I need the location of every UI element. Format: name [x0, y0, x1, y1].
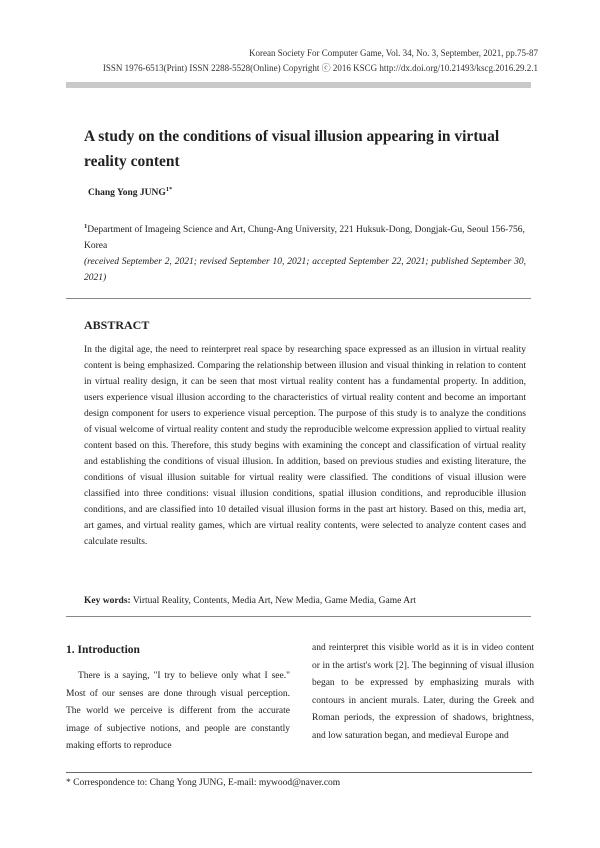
author-line [88, 186, 172, 198]
affiliation-text: Department of Imageing Science and Art, Chung-Ang University, 221 Huksuk-Dong, Dongjak-Gu, Seoul 156-756, Korea [84, 225, 525, 252]
author-name: Chang Yong JUNG [88, 188, 166, 199]
section-heading-introduction: 1. Introduction [66, 644, 140, 656]
divider-top [66, 298, 531, 299]
submission-dates: (received September 2, 2021; revised September 10, 2021; accepted September 22, 2021; published September 30, 2021) [84, 257, 526, 284]
header-bar [66, 82, 531, 88]
issn-line: ISSN 1976-6513(Print) ISSN 2288-5528(Online) Copyright ⓒ 2016 KSCG http://dx.doi.org/10.21493/kscg.2016.29.2.1 [102, 63, 538, 73]
running-header [103, 46, 538, 76]
keywords-line [84, 596, 526, 606]
correspondence-footnote: * Correspondence to: Chang Yong JUNG, E-mail: mywood@naver.com [66, 778, 341, 788]
author-marks: 1* [165, 186, 173, 193]
keywords-values: Virtual Reality, Contents, Media Art, New Media, Game Media, Game Art [132, 596, 416, 606]
affiliation-mark: 1 [84, 223, 88, 230]
footnote-divider [66, 772, 532, 773]
journal-line: Korean Society For Computer Game, Vol. 34, No. 3, September, 2021, pp.75-87 [248, 48, 538, 58]
paper-title: A study on the conditions of visual illusion appearing in virtual reality content [84, 128, 500, 170]
abstract-body: In the digital age, the need to reinterpret real space by researching space expressed as an illusion in virtual reality content is being emphasized. Comparing the relationship between illusion and visual thinking in relation to content in virtual reality design, it can be seen that most virtual reality content has a fundamental property. In addition, users experience visual illusion according to the characteristics of virtual reality content and become an important design component for users to experience visual perception. The purpose of this study is to analyze the conditions of visual welcome of virtual reality content and study the reproducible welcome expression applied to virtual reality content based on this. Therefore, this study begins with examining the concept and classification of virtual reality and establishing the conditions of visual illusion. In addition, based on previous studies and existing literature, the conditions of visual illusion suitable for virtual reality were classified. The conditions of visual illusion were classified into three conditions: visual illusion conditions, spatial illusion conditions, and reproducible illusion conditions, and are classified into 10 detailed visual illusion forms in the past art history. Based on this, media art, art games, and virtual reality games, which are virtual reality contents, were selected to analyze content cases and calculate results. [84, 345, 526, 547]
keywords-label: Key words: [84, 596, 131, 606]
intro-left-column: There is a saying, "I try to believe only what I see." Most of our senses are done through visual perception. The world we perceive is different from the accurate image of subjective notions, and people are constantly making efforts to reproduce [66, 671, 290, 751]
intro-right-column: and reinterpret this visible world as it is in video content or in the artist's work [2]. The beginning of visual illusion began to be expressed by emphasizing murals with contours in ancient murals. Later, during the Greek and Roman periods, the expression of shadows, brightness, and low saturation began, and medieval Europe and [312, 643, 534, 741]
abstract-heading: ABSTRACT [84, 318, 150, 332]
affiliation-block [84, 219, 526, 286]
divider-keywords [66, 616, 531, 617]
